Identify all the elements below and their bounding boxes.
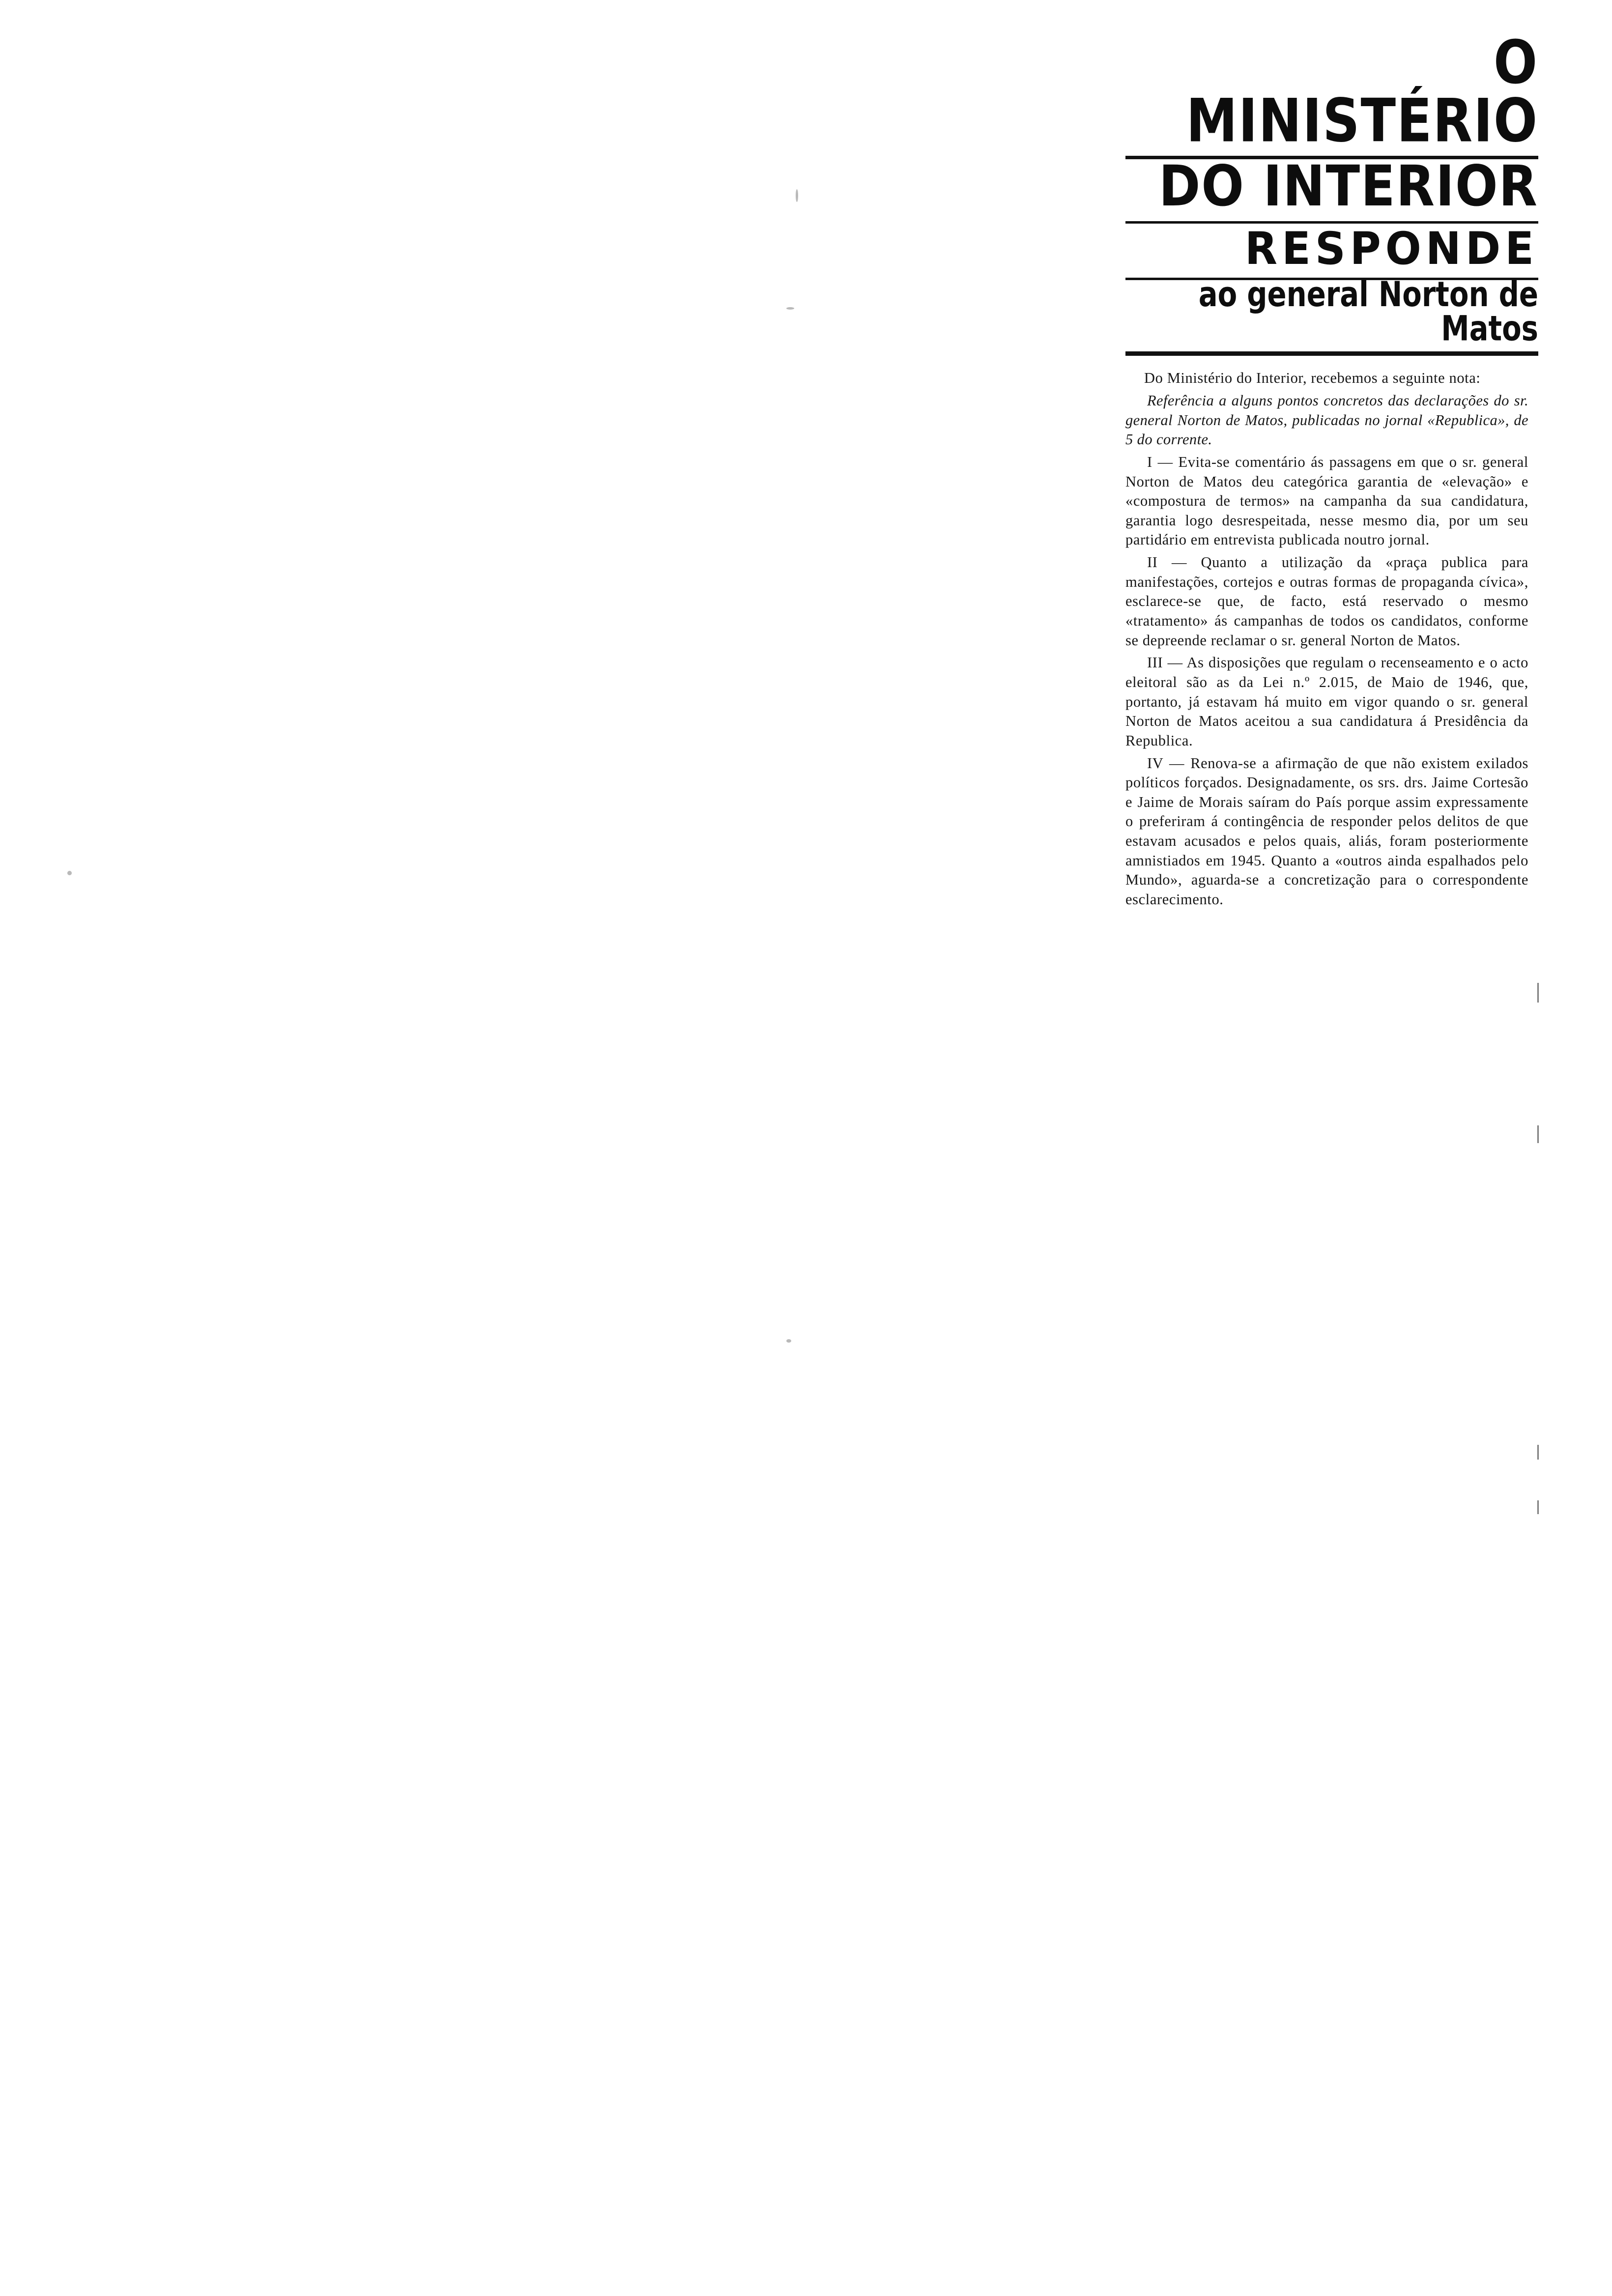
newspaper-clipping: [1125, 28, 1538, 913]
margin-tick: [1537, 1125, 1539, 1143]
margin-tick: [1537, 1445, 1539, 1460]
scan-speck: [786, 307, 794, 310]
scan-speck: [67, 871, 72, 875]
margin-tick: [1537, 1500, 1539, 1514]
article-paragraph-2: II — Quanto a utilização da «praça publica para manifestações, cortejos e outras formas de propaganda cívica», esclarece-se que, de facto, está reservado o mesmo «tratamento» ás campanhas de todos os candidatos, conforme se depreende reclamar o sr. general Norton de Matos.: [1125, 554, 1528, 649]
article-body: [1125, 369, 1528, 909]
scan-speck: [796, 189, 798, 202]
article-intro: Do Ministério do Interior, recebemos a seguinte nota:: [1144, 370, 1481, 387]
headline-line-2: DO INTERIOR: [1158, 152, 1538, 219]
margin-tick: [1537, 983, 1539, 1003]
article-paragraph-3: III — As disposições que regulam o recenseamento e o acto eleitoral são as da Lei n.º 2.015, de Maio de 1946, que, portanto, já estavam há muito em vigor quando o sr. general Norton de Matos aceitou a sua candidatura á Presidência da Republica.: [1125, 654, 1528, 749]
headline-subline: ao general Norton de Matos: [1198, 273, 1538, 349]
headline-line-3: RESPONDE: [1244, 222, 1538, 275]
headline-line-1: O MINISTÉRIO: [1186, 28, 1538, 156]
scan-speck: [786, 1339, 791, 1343]
article-paragraph-1: I — Evita-se comentário ás passagens em que o sr. general Norton de Matos deu categórica garantia de «elevação» e «compostura de termos» na campanha da sua candidatura, garantia logo desrespeitada, nesse mesmo dia, por um seu partidário em entrevista publicada noutro jornal.: [1125, 453, 1528, 548]
article-paragraph-4: IV — Renova-se a afirmação de que não existem exilados políticos forçados. Designadamente, os srs. drs. Jaime Cortesão e Jaime de Morais saíram do País porque assim expressamente o preferiram á contingência de responder pelos delitos de que estavam acusados e pelos quais, aliás, foram posteriormente amnistiados em 1945. Quanto a «outros ainda espalhados pelo Mundo», aguarda-se a concretização para o correspondente esclarecimento.: [1125, 754, 1528, 908]
masthead: [1125, 28, 1538, 356]
masthead-rule-4: [1125, 351, 1538, 356]
article-italic-note: Referência a alguns pontos concretos das declarações do sr. general Norton de Matos, publicadas no jornal «Republica», de 5 do corrente.: [1125, 392, 1528, 448]
